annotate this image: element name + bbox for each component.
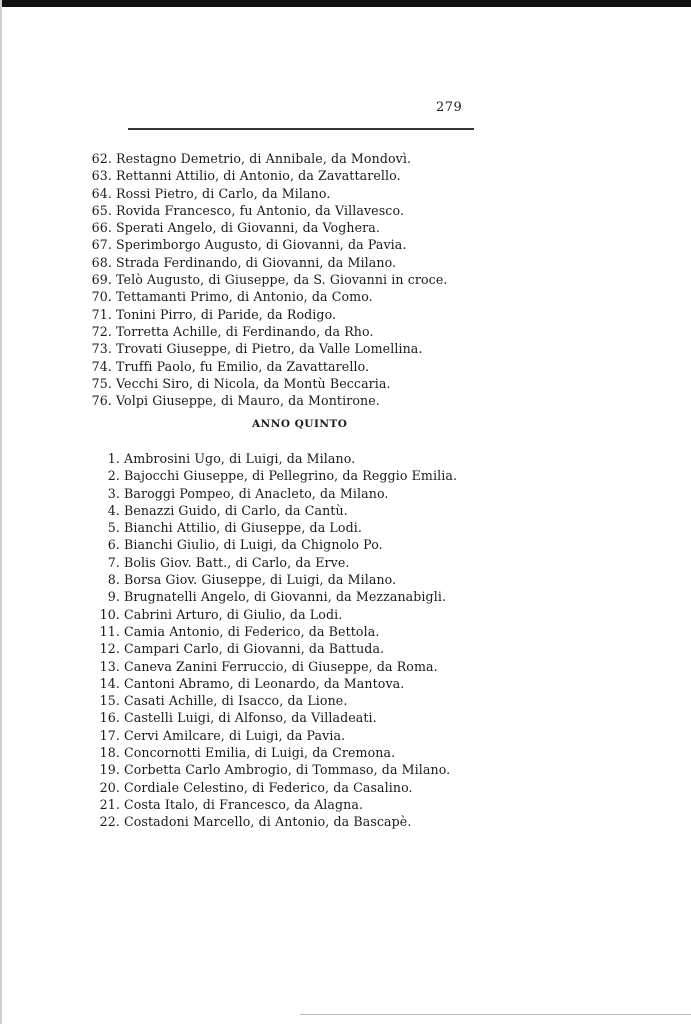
entry-number: 8. xyxy=(107,572,120,588)
entry-text: Bianchi Giulio, di Luigi, da Chignolo Po. xyxy=(124,537,383,553)
entry-number: 2. xyxy=(107,468,120,484)
list-entry xyxy=(88,202,447,219)
entry-number: 66. xyxy=(91,220,112,236)
entry-text: Borsa Giov. Giuseppe, di Luigi, da Milano. xyxy=(124,572,397,588)
list-entry xyxy=(88,167,447,184)
entry-number: 10. xyxy=(99,606,120,622)
list-entry xyxy=(95,744,457,761)
entry-number: 73. xyxy=(91,341,112,357)
entry-number: 22. xyxy=(99,814,120,830)
list-entry xyxy=(95,675,457,692)
entry-text: Costa Italo, di Francesco, da Alagna. xyxy=(124,796,364,812)
list-entry xyxy=(95,606,457,623)
entry-text: Rovida Francesco, fu Antonio, da Villavesco. xyxy=(116,202,405,218)
student-list-top xyxy=(88,150,447,409)
entry-number: 75. xyxy=(91,375,112,391)
list-entry xyxy=(95,554,457,571)
list-entry xyxy=(88,323,447,340)
entry-text: Strada Ferdinando, di Giovanni, da Milano. xyxy=(116,254,397,270)
entry-number: 71. xyxy=(91,306,112,322)
entry-text: Rettanni Attilio, di Antonio, da Zavattarello. xyxy=(116,168,401,184)
list-entry xyxy=(95,502,457,519)
section-heading: ANNO QUINTO xyxy=(252,418,348,430)
entry-text: Benazzi Guido, di Carlo, da Cantù. xyxy=(124,502,348,518)
entry-text: Telò Augusto, di Giuseppe, da S. Giovanni in croce. xyxy=(116,272,448,288)
entry-number: 13. xyxy=(99,658,120,674)
list-entry xyxy=(88,254,447,271)
entry-number: 72. xyxy=(91,323,112,339)
list-entry xyxy=(88,271,447,288)
entry-text: Brugnatelli Angelo, di Giovanni, da Mezzanabigli. xyxy=(124,589,447,605)
entry-text: Rossi Pietro, di Carlo, da Milano. xyxy=(116,185,331,201)
list-entry xyxy=(88,358,447,375)
entry-number: 20. xyxy=(99,779,120,795)
list-entry xyxy=(95,779,457,796)
entry-text: Trovati Giuseppe, di Pietro, da Valle Lomellina. xyxy=(116,341,423,357)
entry-text: Ambrosini Ugo, di Luigi, da Milano. xyxy=(124,451,356,466)
entry-number: 12. xyxy=(99,641,120,657)
entry-number: 1. xyxy=(107,451,120,466)
entry-number: 67. xyxy=(91,237,112,253)
list-entry xyxy=(95,761,457,778)
list-entry xyxy=(88,236,447,253)
entry-text: Caneva Zanini Ferruccio, di Giuseppe, da Roma. xyxy=(124,658,438,674)
entry-number: 68. xyxy=(91,254,112,270)
entry-text: Vecchi Siro, di Nicola, da Montù Beccaria. xyxy=(116,375,391,391)
entry-number: 3. xyxy=(107,485,120,501)
entry-text: Bolis Giov. Batt., di Carlo, da Erve. xyxy=(124,554,350,570)
list-entry xyxy=(95,640,457,657)
entry-number: 76. xyxy=(91,393,112,409)
list-entry xyxy=(88,150,447,167)
list-entry xyxy=(88,288,447,305)
entry-number: 15. xyxy=(99,693,120,709)
scan-top-edge xyxy=(0,0,691,7)
entry-number: 11. xyxy=(99,623,120,639)
entry-text: Volpi Giuseppe, di Mauro, da Montirone. xyxy=(116,393,380,409)
entry-number: 18. xyxy=(99,745,120,761)
entry-text: Castelli Luigi, di Alfonso, da Villadeati. xyxy=(124,710,377,726)
entry-number: 74. xyxy=(91,358,112,374)
list-entry xyxy=(95,571,457,588)
list-entry xyxy=(95,813,457,830)
entry-number: 70. xyxy=(91,289,112,305)
entry-text: Cordiale Celestino, di Federico, da Casalino. xyxy=(124,779,413,795)
page-number: 279 xyxy=(436,100,463,115)
entry-text: Torretta Achille, di Ferdinando, da Rho. xyxy=(116,323,374,339)
list-entry xyxy=(95,623,457,640)
entry-number: 4. xyxy=(107,502,120,518)
entry-number: 19. xyxy=(99,762,120,778)
student-list-anno-quinto xyxy=(95,450,457,831)
list-entry xyxy=(88,340,447,357)
scan-bottom-edge xyxy=(300,1014,691,1015)
entry-number: 65. xyxy=(91,202,112,218)
list-entry xyxy=(88,306,447,323)
list-entry xyxy=(88,185,447,202)
list-entry xyxy=(95,485,457,502)
list-entry xyxy=(95,658,457,675)
entry-number: 9. xyxy=(107,589,120,605)
entry-text: Baroggi Pompeo, di Anacleto, da Milano. xyxy=(124,485,389,501)
list-entry xyxy=(95,692,457,709)
entry-text: Sperimborgo Augusto, di Giovanni, da Pavia. xyxy=(116,237,407,253)
list-entry xyxy=(88,219,447,236)
entry-text: Sperati Angelo, di Giovanni, da Voghera. xyxy=(116,220,380,236)
scan-left-edge xyxy=(0,0,2,1024)
entry-number: 62. xyxy=(91,151,112,166)
entry-text: Corbetta Carlo Ambrogio, di Tommaso, da Milano. xyxy=(124,762,451,778)
entry-text: Cabrini Arturo, di Giulio, da Lodi. xyxy=(124,606,343,622)
header-rule xyxy=(128,128,474,130)
list-entry xyxy=(95,709,457,726)
entry-number: 14. xyxy=(99,675,120,691)
list-entry xyxy=(95,536,457,553)
entry-number: 5. xyxy=(107,520,120,536)
entry-number: 21. xyxy=(99,796,120,812)
entry-number: 69. xyxy=(91,272,112,288)
entry-number: 63. xyxy=(91,168,112,184)
entry-text: Tonini Pirro, di Paride, da Rodigo. xyxy=(116,306,337,322)
entry-text: Campari Carlo, di Giovanni, da Battuda. xyxy=(124,641,385,657)
entry-text: Casati Achille, di Isacco, da Lione. xyxy=(124,693,348,709)
entry-text: Restagno Demetrio, di Annibale, da Mondovì. xyxy=(116,151,412,166)
list-entry xyxy=(95,467,457,484)
entry-number: 16. xyxy=(99,710,120,726)
entry-text: Camia Antonio, di Federico, da Bettola. xyxy=(124,623,380,639)
list-entry xyxy=(95,727,457,744)
list-entry xyxy=(95,450,457,467)
entry-text: Tettamanti Primo, di Antonio, da Como. xyxy=(116,289,373,305)
entry-text: Cantoni Abramo, di Leonardo, da Mantova. xyxy=(124,675,405,691)
entry-number: 17. xyxy=(99,727,120,743)
list-entry xyxy=(95,796,457,813)
entry-text: Costadoni Marcello, di Antonio, da Bascapè. xyxy=(124,814,412,830)
list-entry xyxy=(88,375,447,392)
entry-number: 64. xyxy=(91,185,112,201)
list-entry xyxy=(88,392,447,409)
entry-number: 7. xyxy=(107,554,120,570)
entry-text: Truffi Paolo, fu Emilio, da Zavattarello. xyxy=(116,358,370,374)
entry-text: Bianchi Attilio, di Giuseppe, da Lodi. xyxy=(124,520,362,536)
entry-number: 6. xyxy=(107,537,120,553)
entry-text: Cervi Amilcare, di Luigi, da Pavia. xyxy=(124,727,346,743)
list-entry xyxy=(95,588,457,605)
entry-text: Bajocchi Giuseppe, di Pellegrino, da Reggio Emilia. xyxy=(124,468,458,484)
entry-text: Concornotti Emilia, di Luigi, da Cremona. xyxy=(124,745,396,761)
list-entry xyxy=(95,519,457,536)
